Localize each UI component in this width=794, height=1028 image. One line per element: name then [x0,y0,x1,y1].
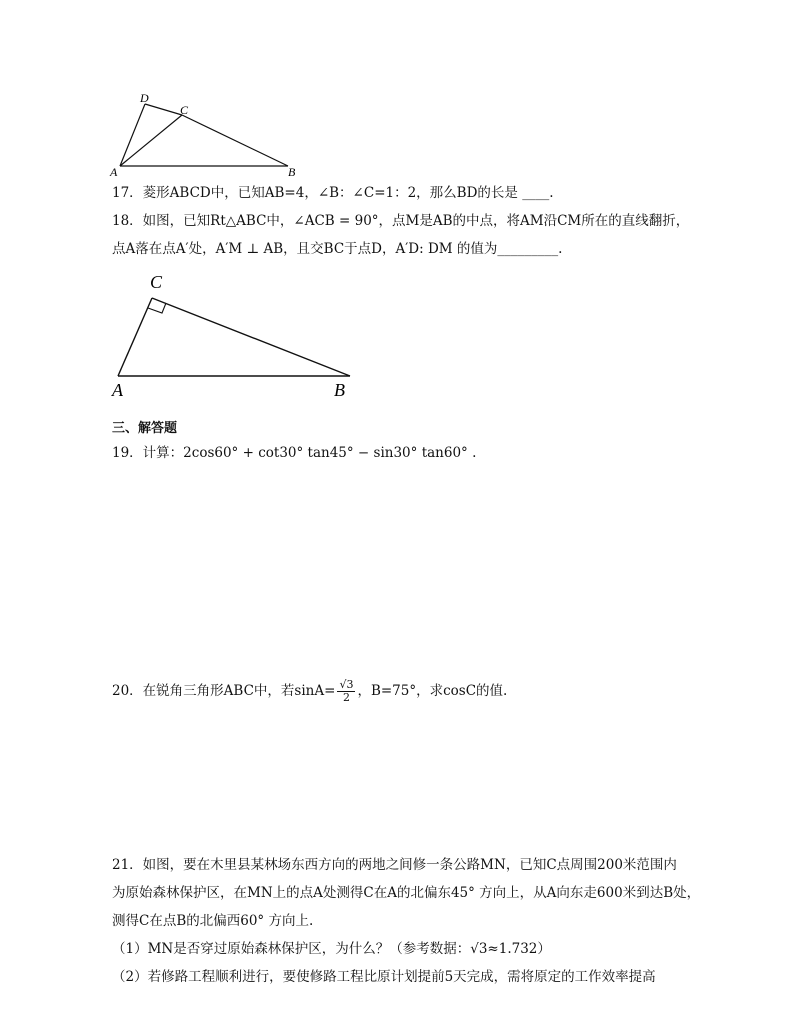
question-21-line-2: 为原始森林保护区，在MN上的点A处测得C在A的北偏东45° 方向上，从A向东走600米到达B处， [112,885,701,901]
question-21-line-3: 测得C在点B的北偏西60° 方向上. [112,913,314,929]
fraction-numerator: √3 [339,677,354,691]
question-17: 17．菱形ABCD中，已知AB=4，∠B：∠C=1：2，那么BD的长是 ____. [112,185,554,201]
question-20 [112,676,507,706]
fig1-diagonal-AC [120,115,182,166]
question-19: 19．计算：2cos60° + cot30° tan45° − sin30° tan60° . [112,445,477,461]
fig2-edge-AC [118,298,152,376]
fig2-label-C: C [150,272,163,292]
figure-right-triangle [108,268,358,400]
fraction-sqrt3-over-2 [337,679,355,704]
question-20-prefix: 20．在锐角三角形ABC中，若sinA= [112,683,336,699]
question-21-part-2: （2）若修路工程顺利进行，要使修路工程比原计划提前5天完成，需将原定的工作效率提高 [112,969,656,985]
fig2-edge-CB [152,298,350,376]
question-21-part-1: （1）MN是否穿过原始森林保护区，为什么？（参考数据：√3≈1.732） [112,941,551,957]
fig1-edge-AD [120,104,145,166]
fig1-edge-CB [182,115,288,166]
section-title-answer-questions: 三、解答题 [112,421,178,436]
fig2-label-A: A [112,380,123,400]
fraction-denominator: 2 [342,690,350,704]
fig1-edge-DC [145,104,182,115]
figure-quadrilateral [100,86,320,180]
question-20-suffix: ，B=75°，求cosC的值. [357,683,508,699]
fig2-right-angle-mark [148,303,166,313]
fig1-label-D: D [140,91,149,105]
question-21-line-1: 21．如图，要在木里县某林场东西方向的两地之间修一条公路MN，已知C点周围200米范围内 [112,857,677,873]
fig1-label-C: C [180,103,189,117]
question-18-line-1: 18．如图，已知Rt△ABC中，∠ACB = 90°，点M是AB的中点，将AM沿CM所在的直线翻折， [112,213,690,229]
fig1-label-B: B [288,165,296,179]
question-18-line-2: 点A落在点A′处，A′M ⊥ AB，且交BC于点D，A′D: DM 的值为_________. [112,241,563,257]
fig1-label-A: A [110,165,118,179]
fig2-label-B: B [334,380,345,400]
